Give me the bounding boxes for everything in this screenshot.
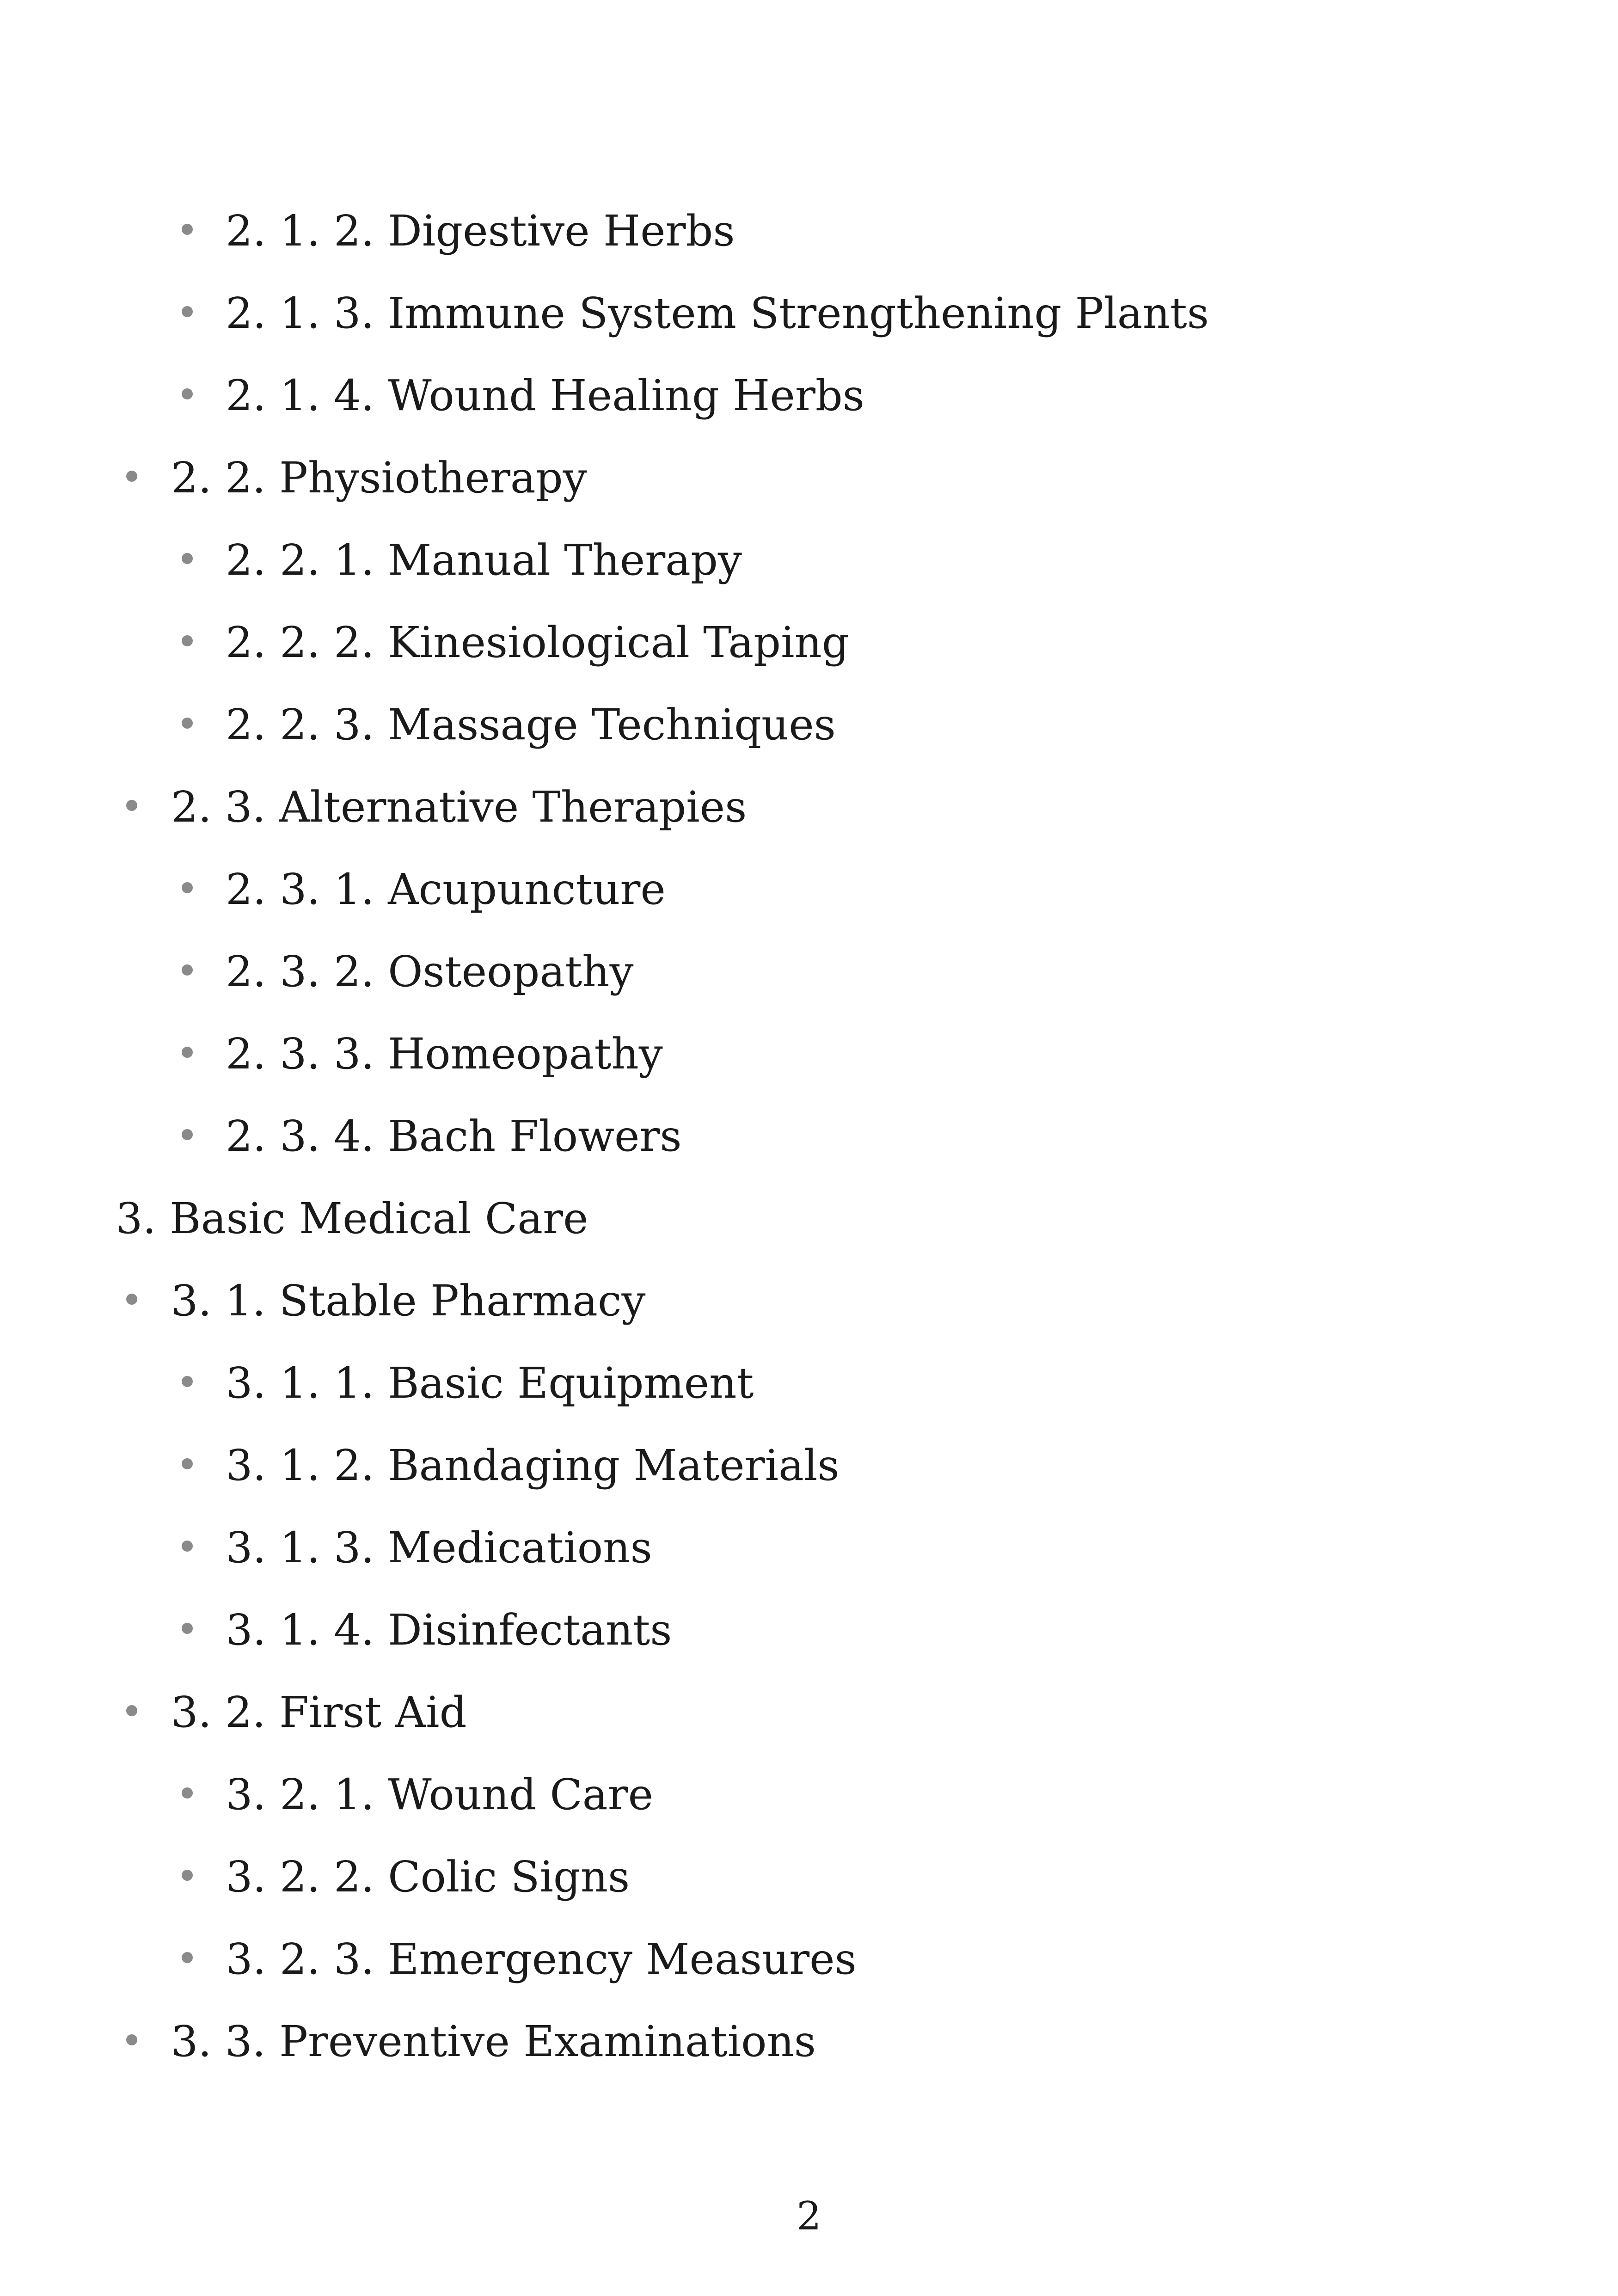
toc-entry-label: 2. 3. 1. Acupuncture [226,865,666,914]
bullet-icon [182,882,193,893]
toc-entry-label: 2. 3. 4. Bach Flowers [226,1111,682,1161]
toc-entry-label: 2. 3. 3. Homeopathy [226,1029,663,1079]
bullet-icon [182,224,193,235]
bullet-icon [182,1047,193,1058]
bullet-icon [126,471,137,482]
bullet-icon [182,964,193,976]
toc-entry-label: 3. 2. 1. Wound Care [226,1770,654,1819]
toc-entry-label: 3. 1. 1. Basic Equipment [226,1358,754,1408]
toc-entry-label: 3. 2. 2. Colic Signs [226,1852,630,1902]
bullet-icon [182,388,193,399]
page-number: 2 [797,2193,821,2239]
toc-entry-label: 3. 1. 4. Disinfectants [226,1605,672,1655]
toc-entry-label: 2. 1. 3. Immune System Strengthening Plants [226,289,1209,338]
bullet-icon [182,1129,193,1140]
bullet-icon [126,2034,137,2045]
toc-entry-label: 3. Basic Medical Care [116,1194,588,1243]
bullet-icon [182,1458,193,1469]
toc-entry-label: 2. 2. Physiotherapy [171,453,587,503]
toc-entry-label: 3. 1. Stable Pharmacy [171,1276,646,1326]
toc-entry-label: 2. 3. Alternative Therapies [171,782,747,832]
toc-entry-label: 2. 1. 4. Wound Healing Herbs [226,371,864,420]
bullet-icon [182,1541,193,1552]
bullet-icon [182,1952,193,1963]
toc-entry-label: 3. 1. 2. Bandaging Materials [226,1441,840,1490]
toc-entry-label: 3. 2. First Aid [171,1688,467,1737]
toc-entry-label: 2. 1. 2. Digestive Herbs [226,206,735,256]
bullet-icon [182,553,193,564]
bullet-icon [182,635,193,646]
bullet-icon [182,1870,193,1881]
bullet-icon [126,1705,137,1716]
toc-entry-label: 2. 2. 1. Manual Therapy [226,535,742,585]
bullet-icon [126,1294,137,1305]
bullet-icon [182,1787,193,1799]
bullet-icon [126,800,137,811]
toc-entry-label: 2. 2. 3. Massage Techniques [226,700,836,749]
bullet-icon [182,1376,193,1387]
bullet-icon [182,718,193,729]
toc-entry-label: 2. 3. 2. Osteopathy [226,947,634,996]
toc-entry-label: 3. 3. Preventive Examinations [171,2017,816,2066]
toc-entry-label: 3. 2. 3. Emergency Measures [226,1934,857,1984]
toc-entry-label: 2. 2. 2. Kinesiological Taping [226,618,849,667]
bullet-icon [182,306,193,317]
toc-entry-label: 3. 1. 3. Medications [226,1523,652,1572]
bullet-icon [182,1623,193,1634]
